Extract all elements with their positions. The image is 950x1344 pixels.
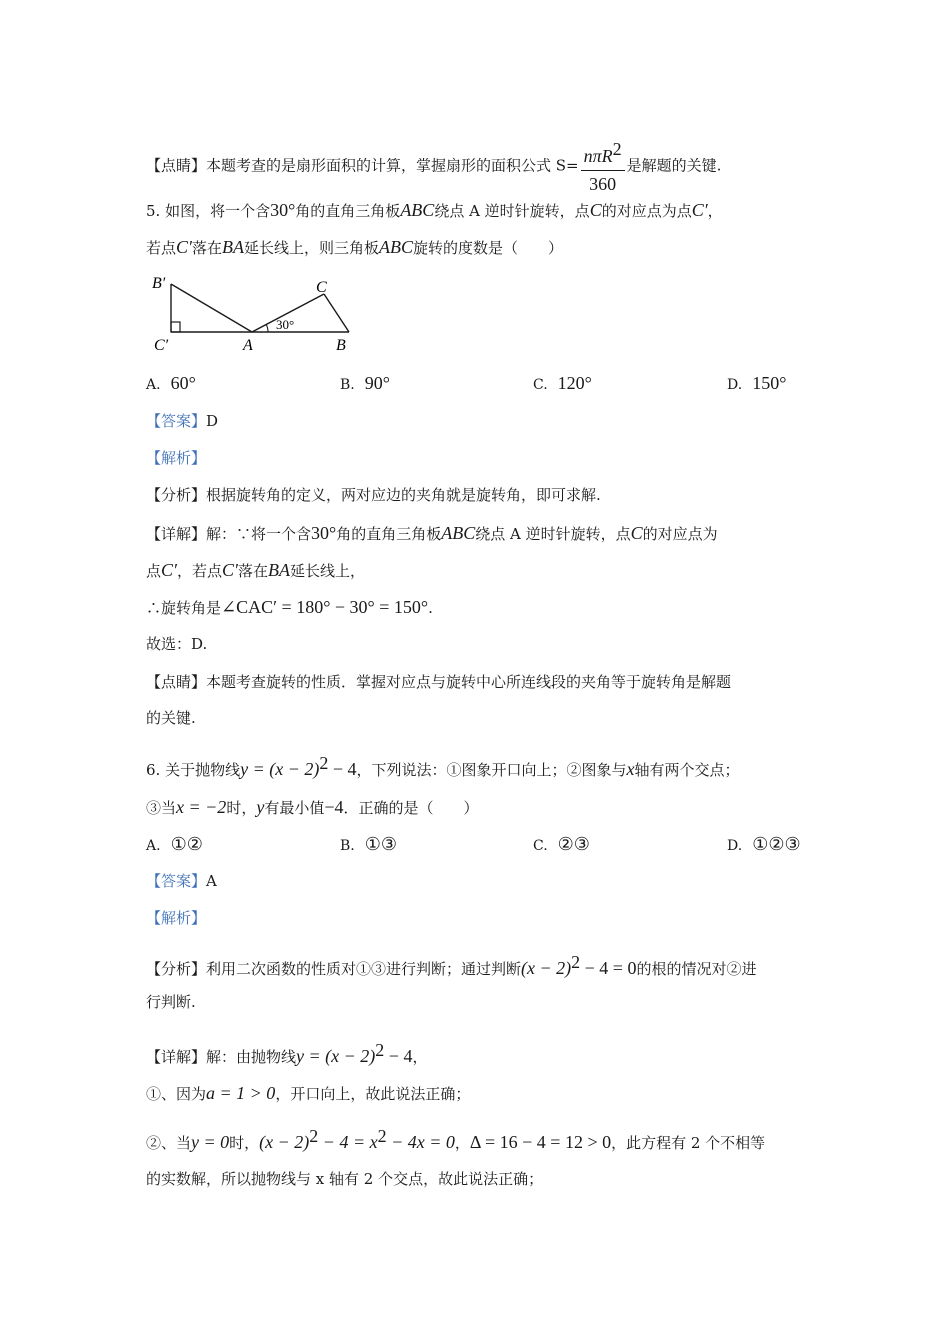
q5-stem-line2: 若点C′落在BA延长线上，则三角板ABC旋转的度数是（ ）: [146, 237, 564, 257]
q6-item1: ①、因为a = 1 > 0，开口向上，故此说法正确；: [146, 1083, 471, 1103]
q5-answer: 【答案】D: [146, 412, 219, 430]
label-angle: 30°: [276, 317, 295, 332]
note-tag: 【点睛】: [146, 156, 207, 175]
q6-detail-line1: 【详解】解：由抛物线$y = (x - 2)^2 - 4$，: [146, 1040, 428, 1066]
label-a: A: [243, 337, 253, 354]
q6-option-d[interactable]: D. ①②③: [727, 834, 801, 854]
sector-area-fraction: $\frac{n\pi R^2}{360}$: [581, 138, 625, 195]
q6-option-c[interactable]: C. ②③: [533, 834, 590, 854]
q6-fenxi-line1: 【分析】利用二次函数的性质对①③进行判断；通过判断$(x - 2)^2 - 4 = 0$的根的情况对②进: [146, 952, 757, 978]
triangle-rotation-figure: [146, 272, 366, 354]
q6-option-a[interactable]: A. ①②: [146, 834, 203, 854]
q6-fenxi-line2: 行判断.: [146, 993, 196, 1011]
q5-detail-line3: ∴旋转角是∠CAC′ = 180° − 30° = 150°.: [146, 597, 433, 617]
q5-option-b[interactable]: B. 90°: [340, 373, 390, 393]
label-b: B: [336, 337, 346, 354]
q5-analysis-heading: 【解析】: [146, 449, 207, 467]
q5-option-c[interactable]: C. 120°: [533, 373, 592, 393]
q6-stem-line2: ③当x = −2时，y有最小值−4．正确的是（ ）: [146, 797, 479, 817]
q5-stem-line1: 5. 如图，将一个含30°角的直角三角板ABC绕点 A 逆时针旋转，点C的对应点为点C′，: [146, 200, 723, 220]
q5-option-a[interactable]: A. 60°: [146, 373, 196, 393]
q5-detail-line2: 点C′，若点C′落在BA延长线上，: [146, 560, 365, 580]
q5-note-line2: 的关键.: [146, 709, 196, 727]
q5-choose: 故选：D.: [146, 635, 208, 653]
q5-note-line1: 【点睛】本题考查旋转的性质．掌握对应点与旋转中心所连线段的夹角等于旋转角是解题: [146, 673, 732, 691]
q5-fenxi: 【分析】根据旋转角的定义，两对应边的夹角就是旋转角，即可求解.: [146, 486, 601, 504]
q6-item2-line2: 的实数解，所以抛物线与 x 轴有 2 个交点，故此说法正确；: [146, 1170, 544, 1188]
label-c: C: [316, 279, 327, 296]
q6-analysis-heading: 【解析】: [146, 909, 207, 927]
q6-stem-line1: 6. 关于抛物线$y = (x - 2)^2 - 4$，下列说法：①图象开口向上；②图象与x轴有两个交点；: [146, 753, 740, 779]
q5-option-d[interactable]: D. 150°: [727, 373, 787, 393]
q6-item2-line1: ②、当y = 0时，$(x - 2)^2 - 4 = x^2 - 4x = 0$，Δ = 16 − 4 = 12 > 0，此方程有 2 个不相等: [146, 1126, 766, 1152]
label-b-prime: B′: [152, 275, 166, 292]
q5-detail-line1: 【详解】解：∵将一个含30°角的直角三角板ABC绕点 A 逆时针旋转，点C的对应点为: [146, 523, 718, 543]
q6-answer: 【答案】A: [146, 872, 217, 890]
label-c-prime: C′: [154, 337, 169, 354]
q6-option-b[interactable]: B. ①③: [340, 834, 398, 854]
q4-note: 【点睛】本题考查的是扇形面积的计算，掌握扇形的面积公式 S= $\frac{n\pi R^2}{360}$ 是解题的关键.: [146, 139, 722, 194]
